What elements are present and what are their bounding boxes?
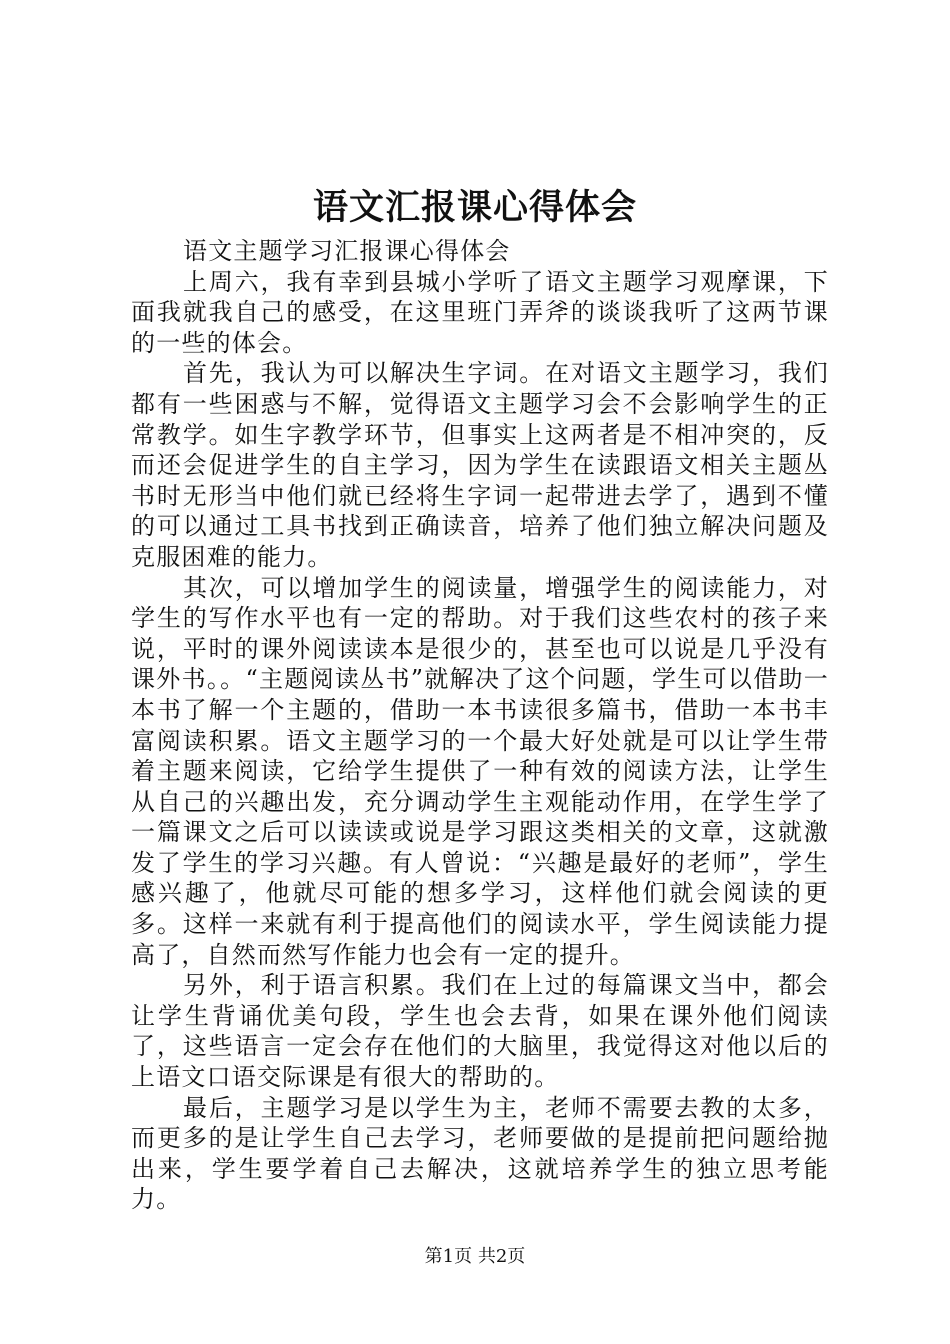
document-body <box>131 236 829 1215</box>
paragraph-final-point: 最后，主题学习是以学生为主，老师不需要去教的太多，而更多的是让学生自己去学习，老师要做的是提前把问题给抛出来，学生要学着自己去解决，这就培养学生的独立思考能力。 <box>131 1093 829 1214</box>
paragraph-second-point: 其次，可以增加学生的阅读量，增强学生的阅读能力，对学生的写作水平也有一定的帮助。对于我们这些农村的孩子来说，平时的课外阅读读本是很少的，甚至也可以说是几乎没有课外书。。“主题阅读丛书”就解决了这个问题，学生可以借助一本书了解一个主题的，借助一本书读很多篇书，借助一本书丰富阅读积累。语文主题学习的一个最大好处就是可以让学生带着主题来阅读，它给学生提供了一种有效的阅读方法，让学生从自己的兴趣出发，充分调动学生主观能动作用，在学生学了一篇课文之后可以读读或说是学习跟这类相关的文章，这就激发了学生的学习兴趣。有人曾说：“兴趣是最好的老师”，学生感兴趣了，他就尽可能的想多学习，这样他们就会阅读的更多。这样一来就有利于提高他们的阅读水平，学生阅读能力提高了，自然而然写作能力也会有一定的提升。 <box>131 573 829 969</box>
page-footer: 第1页 共2页 <box>424 1246 526 1267</box>
paragraph-third-point: 另外，利于语言积累。我们在上过的每篇课文当中，都会让学生背诵优美句段，学生也会去背，如果在课外他们阅读了，这些语言一定会存在他们的大脑里，我觉得这对他以后的上语文口语交际课是有很大的帮助的。 <box>131 971 829 1092</box>
paragraph-subtitle: 语文主题学习汇报课心得体会 <box>183 237 511 265</box>
paragraph-intro: 上周六，我有幸到县城小学听了语文主题学习观摩课，下面我就我自己的感受，在这里班门弄斧的谈谈我听了这两节课的一些的体会。 <box>131 267 829 357</box>
paragraph-first-point: 首先，我认为可以解决生字词。在对语文主题学习，我们都有一些困惑与不解，觉得语文主题学习会不会影响学生的正常教学。如生字教学环节，但事实上这两者是不相冲突的，反而还会促进学生的自主学习，因为学生在读跟语文相关主题丛书时无形当中他们就已经将生字词一起带进去学了，遇到不懂的可以通过工具书找到正确读音，培养了他们独立解决问题及克服困难的能力。 <box>131 359 829 571</box>
document-title: 语文汇报课心得体会 <box>312 187 637 228</box>
